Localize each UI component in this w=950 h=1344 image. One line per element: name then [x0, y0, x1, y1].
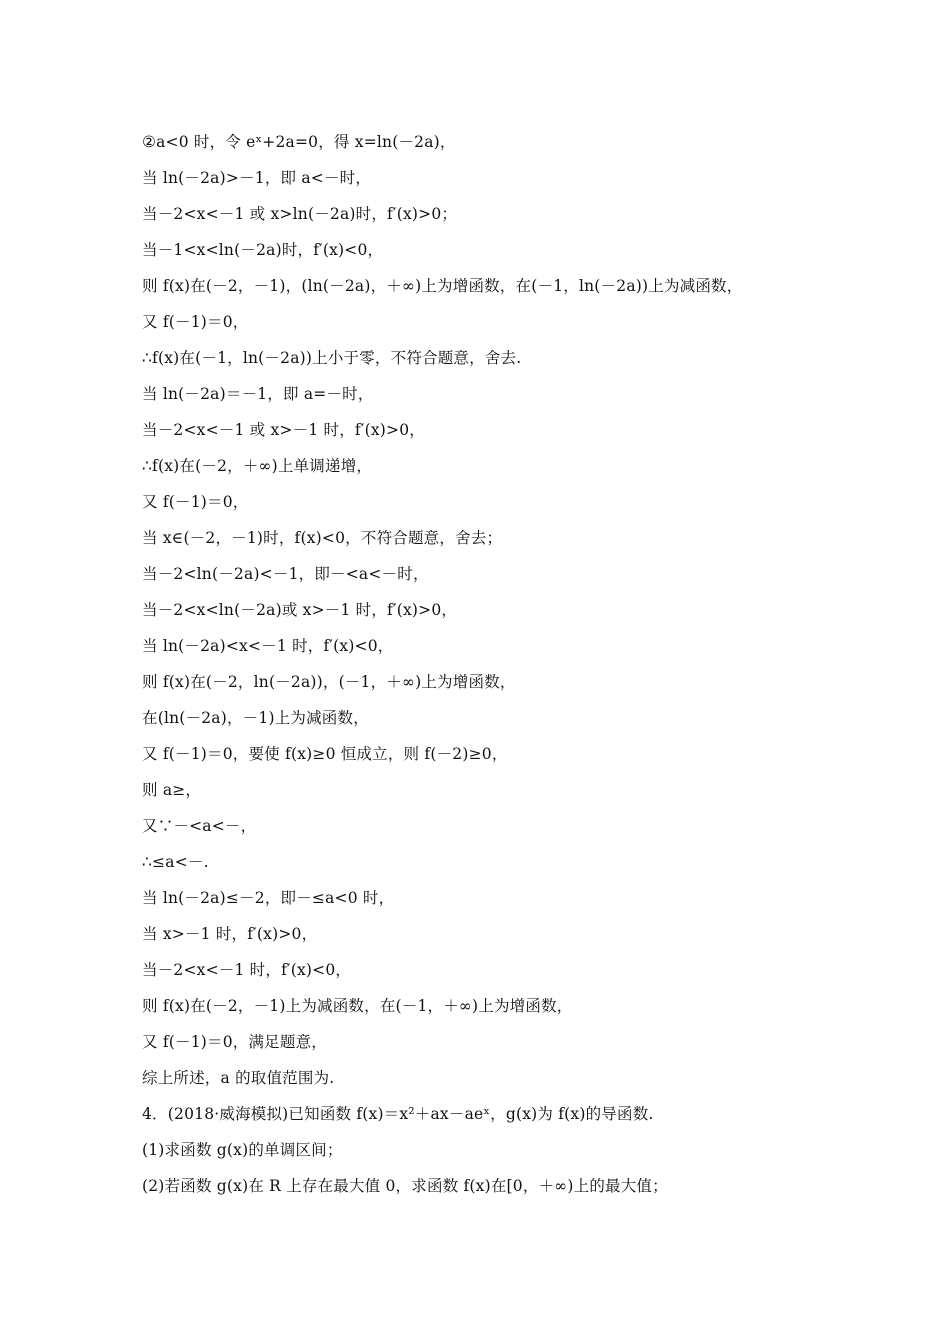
text-line: 在(ln(－2a)，－1)上为减函数， [142, 709, 369, 727]
text-line: 又∵－<a<－， [142, 817, 257, 835]
text-line: 综上所述，a 的取值范围为. [142, 1069, 335, 1087]
text-line: 当 ln(－2a)>－1，即 a<－时， [142, 169, 372, 187]
text-line: 又 f(－1)＝0，满足题意， [142, 1033, 327, 1051]
text-line: ②a<0 时，令 eˣ+2a=0，得 x=ln(－2a)， [142, 133, 456, 151]
text-line: 又 f(－1)＝0，要使 f(x)≥0 恒成立，则 f(－2)≥0， [142, 745, 508, 763]
text-line: 当 ln(－2a)<x<－1 时，f′(x)<0， [142, 637, 394, 655]
text-line: 当 x∈(－2，－1)时，f(x)<0，不符合题意，舍去； [142, 529, 503, 547]
sub-question-1: (1)求函数 g(x)的单调区间； [142, 1141, 343, 1159]
text-line: 又 f(－1)＝0， [142, 313, 249, 331]
problem-statement: 4．(2018·威海模拟)已知函数 f(x)＝x²＋ax－aeˣ，g(x)为 f(x)的导函数. [142, 1105, 654, 1123]
text-line: 又 f(－1)＝0， [142, 493, 249, 511]
text-line: ∴≤a<－. [142, 853, 209, 871]
text-line: 则 f(x)在(－2，－1)，(ln(－2a)，＋∞)上为增函数，在(－1，ln(－2a))上为减函数， [142, 277, 743, 295]
sub-question-2: (2)若函数 g(x)在 R 上存在最大值 0，求函数 f(x)在[0，＋∞)上的最大值； [142, 1177, 668, 1195]
text-line: 当－2<x<ln(－2a)或 x>－1 时，f′(x)>0， [142, 601, 458, 619]
solution-text [142, 124, 822, 1204]
text-line: ∴f(x)在(－2，＋∞)上单调递增， [142, 457, 373, 475]
text-line: ∴f(x)在(－1，ln(－2a))上小于零，不符合题意，舍去. [142, 349, 522, 367]
text-line: 则 f(x)在(－2，ln(－2a))，(－1，＋∞)上为增函数， [142, 673, 516, 691]
text-line: 则 f(x)在(－2，－1)上为减函数，在(－1，＋∞)上为增函数， [142, 997, 573, 1015]
text-line: 当－2<x<－1 或 x>ln(－2a)时，f′(x)>0； [142, 205, 458, 223]
text-line: 当－2<ln(－2a)<－1，即－<a<－时， [142, 565, 429, 583]
text-line: 当 x>－1 时，f′(x)>0， [142, 925, 318, 943]
text-line: 则 a≥， [142, 781, 202, 799]
text-line: 当 ln(－2a)＝－1，即 a=－时， [142, 385, 374, 403]
text-line: 当－2<x<－1 时，f′(x)<0， [142, 961, 352, 979]
text-line: 当－2<x<－1 或 x>－1 时，f′(x)>0， [142, 421, 425, 439]
text-line: 当 ln(－2a)≤－2，即－≤a<0 时， [142, 889, 395, 907]
text-line: 当－1<x<ln(－2a)时，f′(x)<0， [142, 241, 384, 259]
